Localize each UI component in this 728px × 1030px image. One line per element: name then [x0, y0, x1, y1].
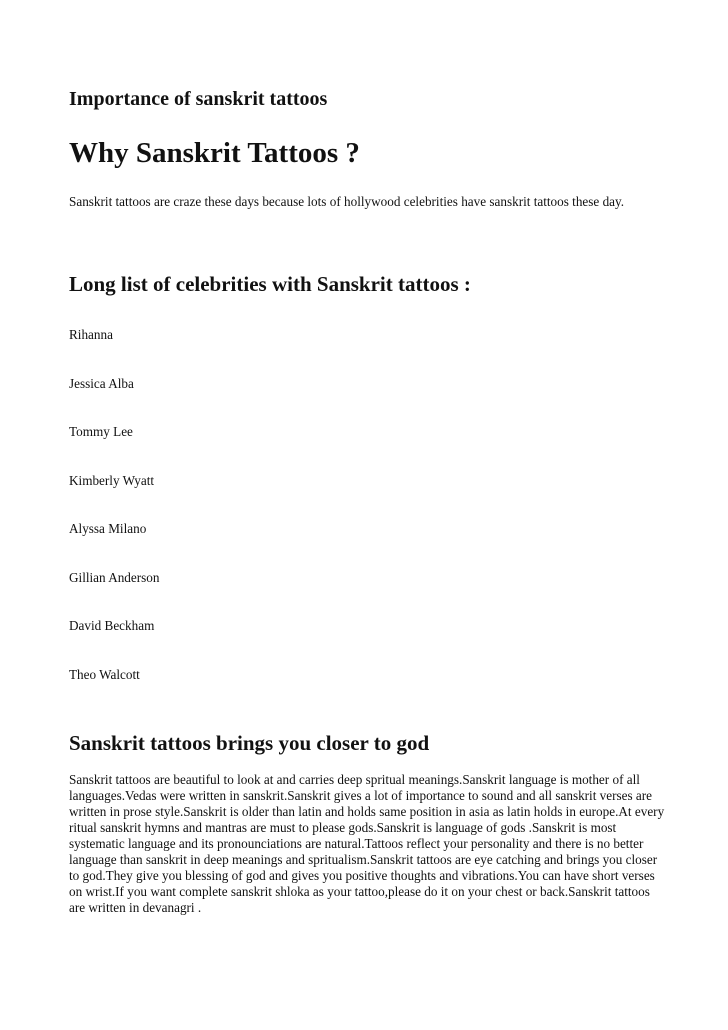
list-item: Rihanna	[69, 327, 113, 342]
list-item: Theo Walcott	[69, 666, 140, 682]
document-title: Importance of sanskrit tattoos	[69, 88, 328, 110]
heading-celebrities-list: Long list of celebrities with Sanskrit tattoos :	[69, 272, 471, 296]
heading-closer-to-god: Sanskrit tattoos brings you closer to god	[69, 731, 430, 755]
list-item: Alyssa Milano	[69, 521, 147, 536]
intro-paragraph: Sanskrit tattoos are craze these days because lots of hollywood celebrities have sanskrit tattoos these day.	[69, 194, 625, 209]
list-item: Kimberly Wyatt	[69, 472, 155, 488]
god-paragraph: Sanskrit tattoos are beautiful to look at and carries deep spritual meanings.Sanskrit language is mother of all languages.Vedas were written in sanskrit.Sanskrit gives a lot of importance to sound and all sanskrit verses are written in prose style.Sanskrit is older than latin and holds same position in asia as latin holds in europe.At every ritual sanskrit hymns and mantras are must to please gods.Sanskrit is language of gods .Sanskrit is most systematic language and its pronounciations are natural.Tattoos reflect your personality and there is no better language than sanskrit in deep meanings and spritualism.Sanskrit tattoos are eye catching and brings you closer to god.They give you blessing of god and gives you positive thoughts and vibrations.You can have short verses on wrist.If you want complete sanskrit shloka as your tattoo,please do it on your chest or back.Sanskrit tattoos are written in devanagri .	[69, 772, 665, 915]
celebrities-list	[69, 326, 159, 714]
heading-why-sanskrit-tattoos: Why Sanskrit Tattoos ?	[69, 137, 360, 169]
list-item: Jessica Alba	[69, 375, 134, 391]
list-item: Tommy Lee	[69, 424, 133, 439]
list-item: Gillian Anderson	[69, 569, 160, 585]
list-item: David Beckham	[69, 618, 155, 633]
